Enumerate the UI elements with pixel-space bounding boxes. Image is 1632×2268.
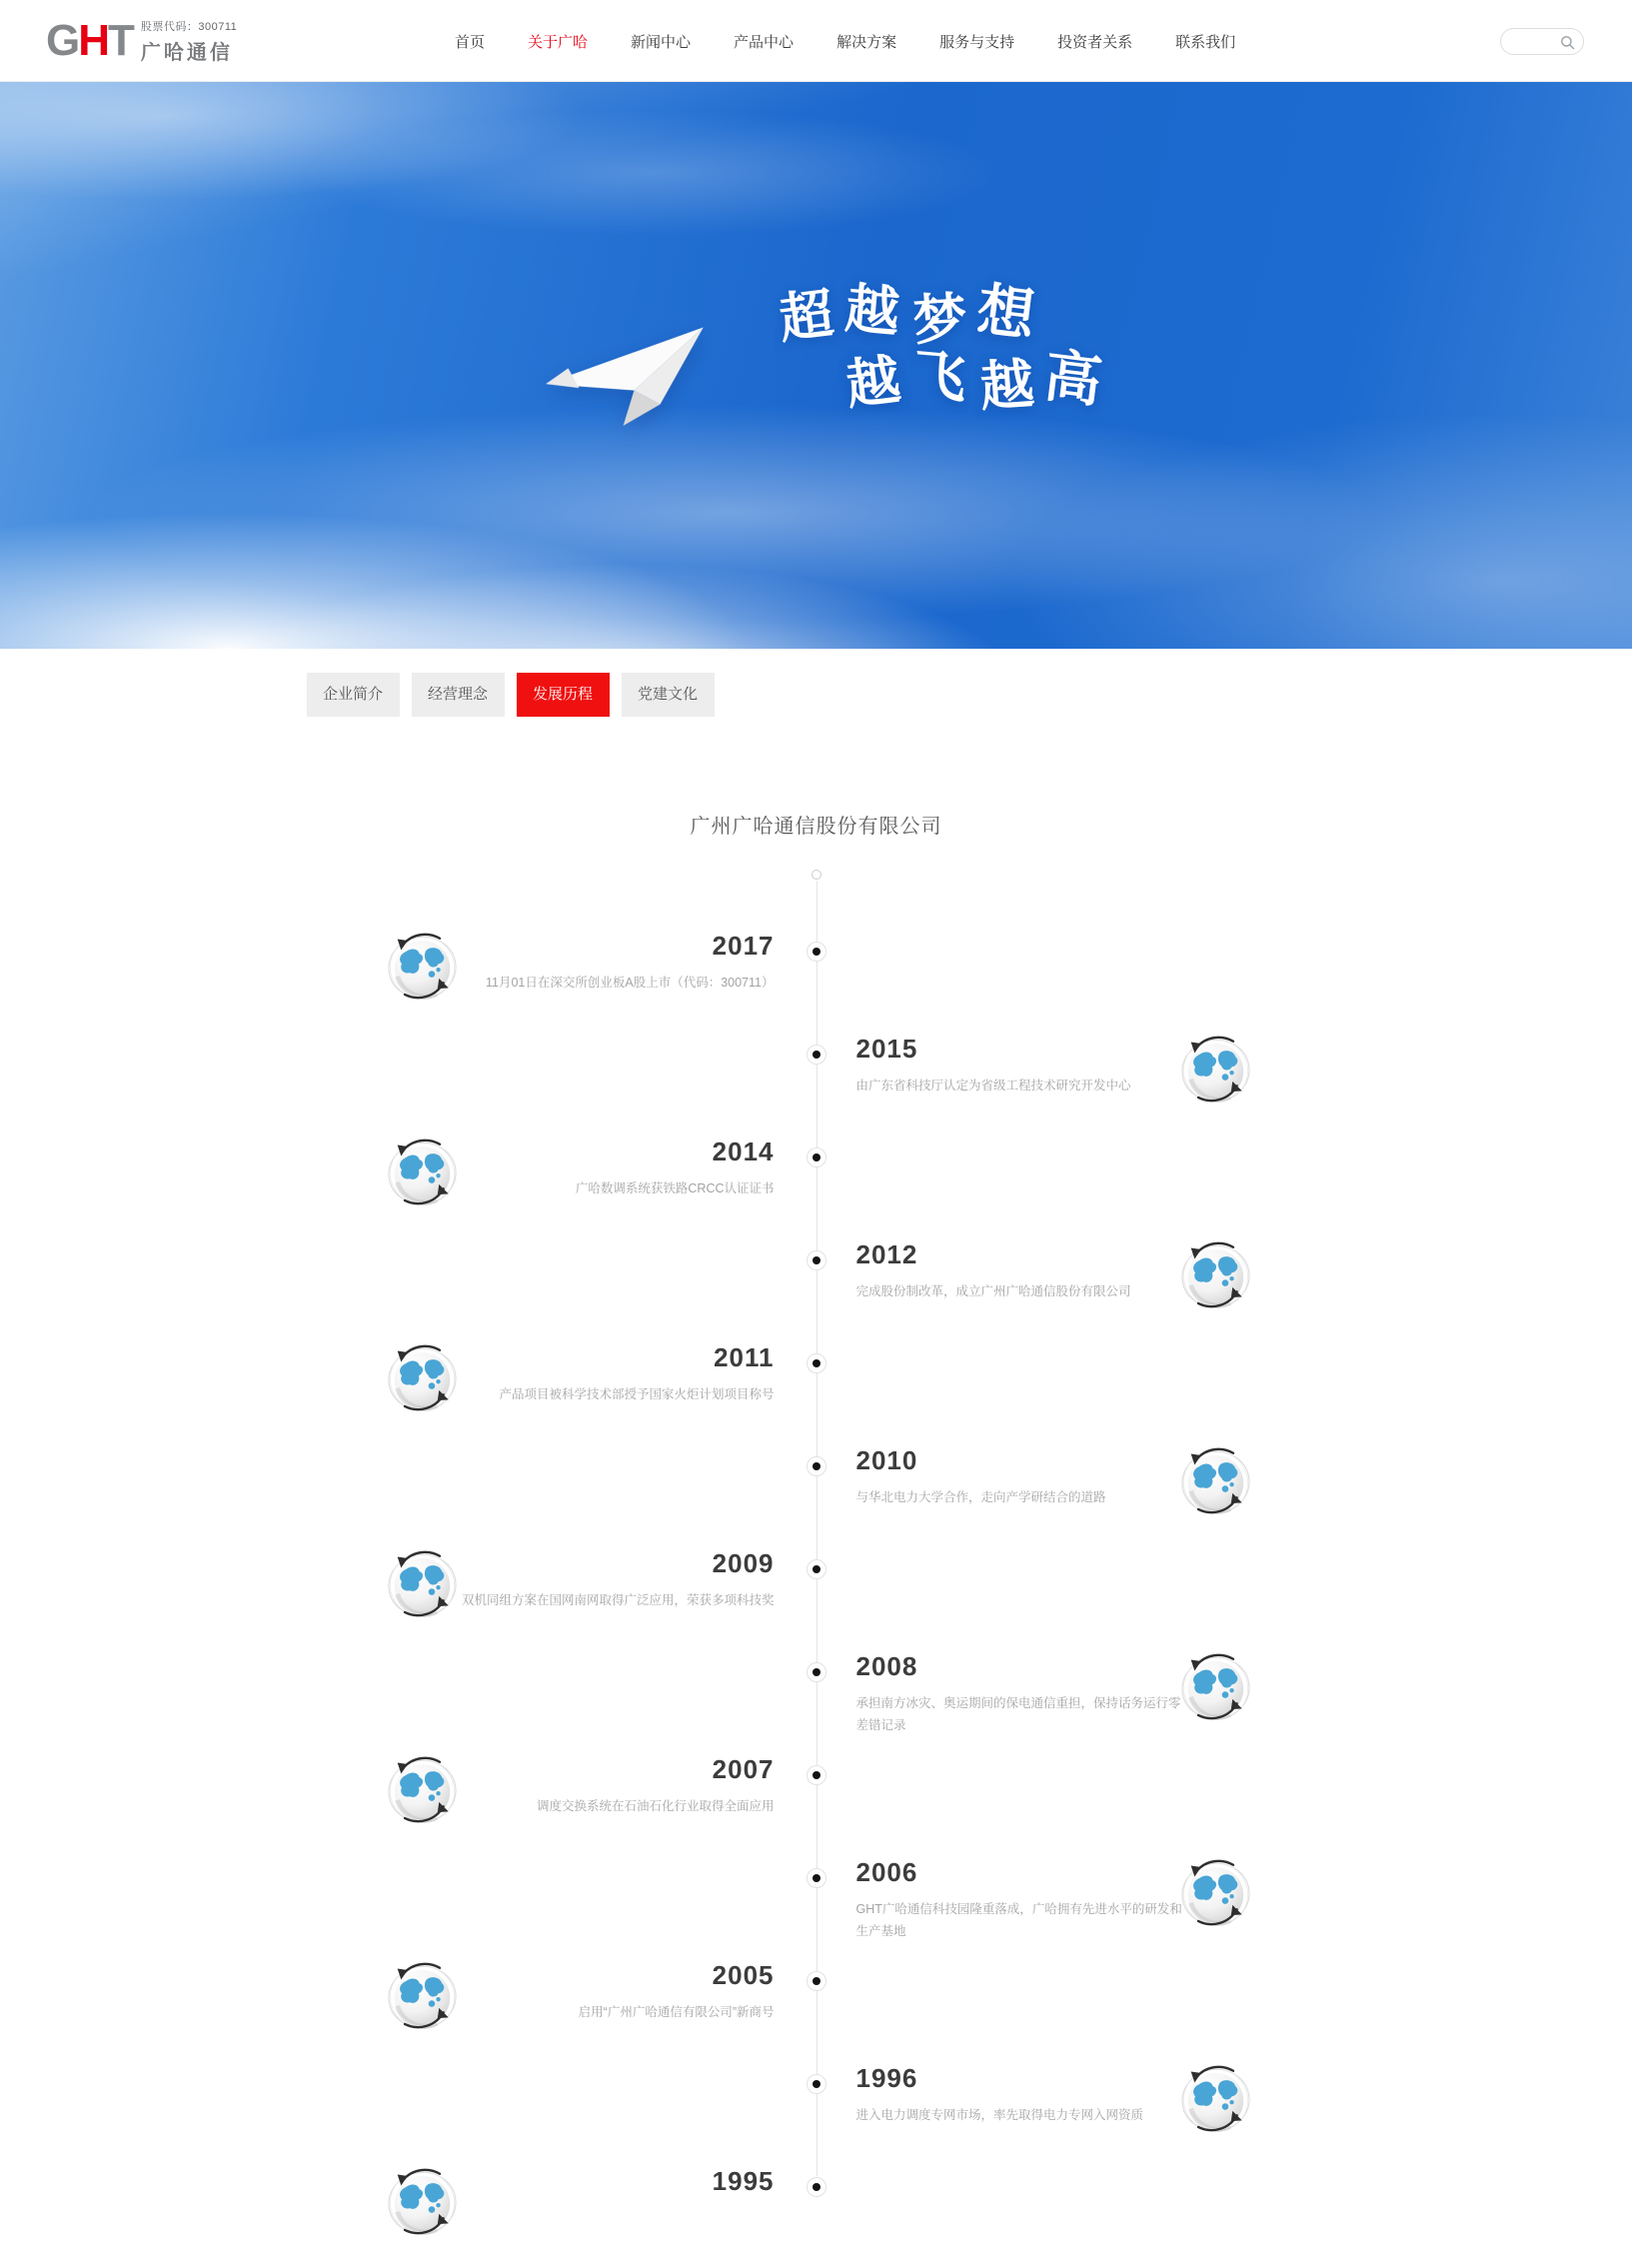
timeline-dot [807, 1250, 826, 1270]
globe-icon [386, 1341, 459, 1414]
timeline-dot [807, 1045, 826, 1065]
logo-text [141, 16, 237, 65]
section-tabs [307, 673, 1326, 717]
timeline-dot [807, 1765, 826, 1785]
hero-banner [0, 82, 1632, 649]
nav-item-4[interactable]: 解决方案 [836, 33, 897, 51]
timeline-year: 2010 [855, 1445, 918, 1475]
timeline-description: 产品项目被科学技术部授予国家火炬计划项目称号 [499, 1387, 775, 1401]
globe-icon [386, 1135, 459, 1208]
logo-letter: G [46, 15, 79, 65]
timeline-entry [856, 1444, 1186, 1508]
timeline-entry [307, 1135, 775, 1199]
timeline-item [307, 1856, 1326, 1959]
timeline-year: 2009 [712, 1548, 775, 1578]
timeline-item [307, 1238, 1326, 1341]
timeline-year: 2017 [712, 931, 775, 961]
timeline-dot [807, 2177, 826, 2197]
timeline-item [307, 2165, 1326, 2268]
timeline-entry [307, 1341, 775, 1405]
nav-item-5[interactable]: 服务与支持 [939, 33, 1015, 51]
timeline-year: 2014 [712, 1136, 775, 1166]
globe-icon [386, 1753, 459, 1826]
timeline-item [307, 2062, 1326, 2165]
timeline-dot [807, 1456, 826, 1476]
page-title: 广州广哈通信股份有限公司 [690, 816, 942, 838]
globe-icon [1179, 1033, 1252, 1106]
globe-icon [386, 1959, 459, 2032]
timeline-year: 2011 [714, 1342, 775, 1372]
timeline-entry [856, 1033, 1186, 1097]
globe-icon [1179, 1238, 1252, 1311]
logo-letter: H [78, 15, 109, 65]
globe-icon [386, 930, 459, 1003]
nav-item-0[interactable]: 首页 [455, 33, 486, 51]
timeline-description: 完成股份制改革，成立广州广哈通信股份有限公司 [855, 1284, 1131, 1298]
timeline-description: 与华北电力大学合作，走向产学研结合的道路 [855, 1490, 1106, 1504]
globe-icon [1179, 1856, 1252, 1929]
globe-icon [1179, 1650, 1252, 1723]
tab-2[interactable]: 发展历程 [517, 673, 610, 717]
timeline [307, 875, 1326, 2196]
timeline-item [307, 1341, 1326, 1444]
globe-icon [386, 1547, 459, 1620]
timeline-dot [807, 1868, 826, 1888]
logo[interactable] [46, 16, 237, 65]
search-icon[interactable] [1560, 35, 1575, 50]
timeline-year: 2005 [712, 1960, 775, 1990]
timeline-year: 2012 [855, 1239, 918, 1269]
stock-code-label: 股票代码：300711 [140, 21, 238, 33]
paper-plane-icon [536, 322, 723, 444]
timeline-entry [856, 1650, 1186, 1736]
timeline-item [307, 1135, 1326, 1238]
tab-1[interactable]: 经营理念 [412, 673, 505, 717]
timeline-description: 11月01日在深交所创业板A股上市（代码：300711） [485, 976, 775, 990]
timeline-start-marker [812, 870, 821, 880]
company-name-label: 广哈通信 [140, 42, 233, 64]
timeline-dot [807, 1971, 826, 1991]
timeline-entry [307, 1547, 775, 1611]
globe-icon [1179, 2062, 1252, 2135]
logo-letter: T [108, 15, 133, 65]
timeline-entry [307, 2165, 775, 2207]
main-nav [455, 0, 1235, 82]
timeline-entry [307, 1959, 775, 2023]
timeline-dot [807, 1353, 826, 1373]
timeline-year: 2006 [855, 1857, 918, 1887]
timeline-description: 承担南方冰灾、奥运期间的保电通信重担，保持话务运行零差错记录 [855, 1696, 1181, 1732]
nav-item-3[interactable]: 产品中心 [734, 33, 795, 51]
timeline-entry [856, 1238, 1186, 1302]
site-header [0, 0, 1632, 82]
nav-item-2[interactable]: 新闻中心 [631, 33, 692, 51]
nav-item-7[interactable]: 联系我们 [1175, 33, 1236, 51]
nav-item-1[interactable]: 关于广哈 [528, 33, 589, 51]
search-input[interactable] [1511, 29, 1567, 54]
timeline-entry [856, 2062, 1186, 2126]
timeline-item [307, 1753, 1326, 1856]
timeline-entry [856, 1856, 1186, 1942]
timeline-item [307, 1033, 1326, 1135]
tab-0[interactable]: 企业简介 [307, 673, 400, 717]
timeline-year: 2008 [855, 1651, 918, 1681]
logo-mark [46, 15, 133, 65]
search-box [1500, 28, 1584, 55]
timeline-year: 2015 [855, 1034, 918, 1064]
timeline-year: 1995 [712, 2166, 775, 2196]
timeline-description: GHT广哈通信科技园隆重落成，广哈拥有先进水平的研发和生产基地 [855, 1902, 1182, 1938]
timeline-entry [307, 1753, 775, 1817]
timeline-item [307, 930, 1326, 1033]
timeline-description: 广哈数调系统获铁路CRCC认证证书 [575, 1181, 775, 1195]
timeline-entry [307, 930, 775, 994]
tab-3[interactable]: 党建文化 [622, 673, 715, 717]
timeline-dot [807, 1559, 826, 1579]
timeline-description: 调度交换系统在石油石化行业取得全面应用 [536, 1799, 775, 1813]
timeline-item [307, 1650, 1326, 1753]
nav-item-6[interactable]: 投资者关系 [1057, 33, 1133, 51]
timeline-dot [807, 2074, 826, 2094]
timeline-dot [807, 942, 826, 962]
timeline-description: 双机同组方案在国网南网取得广泛应用，荣获多项科技奖 [461, 1593, 775, 1607]
timeline-year: 2007 [712, 1754, 775, 1784]
timeline-description: 进入电力调度专网市场，率先取得电力专网入网资质 [855, 2108, 1144, 2122]
banner-slogan-line2: 越 飞 越高 [842, 344, 1105, 418]
globe-icon [1179, 1444, 1252, 1517]
timeline-item [307, 1444, 1326, 1547]
timeline-dot [807, 1147, 826, 1167]
timeline-item [307, 1959, 1326, 2062]
timeline-item [307, 1547, 1326, 1650]
timeline-description: 由广东省科技厅认定为省级工程技术研究开发中心 [855, 1079, 1131, 1093]
timeline-year: 1996 [855, 2063, 918, 2093]
banner-slogan-line1: 超 越 梦想 [776, 278, 1038, 352]
timeline-description: 启用“广州广哈通信有限公司”新商号 [578, 2005, 775, 2019]
timeline-dot [807, 1662, 826, 1682]
